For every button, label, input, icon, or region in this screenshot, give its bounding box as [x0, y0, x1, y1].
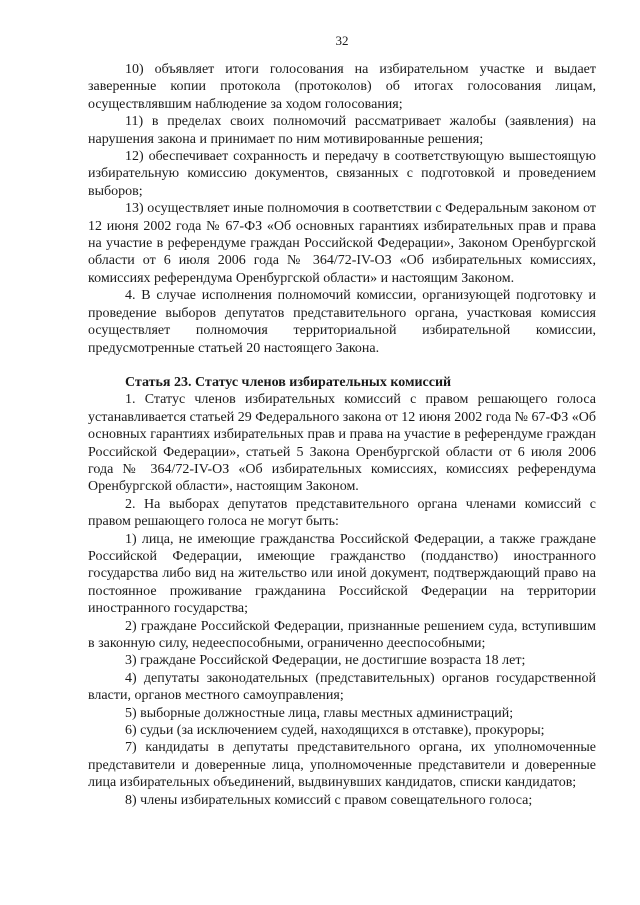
list-item: 6) судьи (за исключением судей, находящихся в отставке), прокуроры; [125, 723, 545, 739]
list-item: 5) выборные должностные лица, главы местных администраций; [125, 705, 514, 721]
list-item: 8) члены избирательных комиссий с правом совещательного голоса; [125, 792, 533, 808]
paragraph: 12) обеспечивает сохранность и передачу в соответствующую вышестоящую избирательную комиссию документов, связанных с подготовкой и проведением выборов; [88, 149, 596, 199]
paragraph: 2. На выборах депутатов представительного органа членами комиссий с правом решающего голоса не могут быть: [88, 496, 596, 530]
list-item: 1) лица, не имеющие гражданства Российской Федерации, а также граждане Российской Федерации, имеющие гражданство (подданство) иностранного государства либо вид на жительство или иной документ, подтверждающий право на постоянное проживание гражданина Российской Федерации на территории иностранного государства; [88, 531, 596, 617]
paragraph: 10) объявляет итоги голосования на избирательном участке и выдает заверенные копии протокола (протоколов) об итогах голосования лицам, осуществлявшим наблюдение за ходом голосования; [88, 62, 596, 112]
document-body [88, 61, 596, 809]
page-number: 32 [335, 33, 349, 48]
paragraph: 11) в пределах своих полномочий рассматривает жалобы (заявления) на нарушения закона и принимает по ним мотивированные решения; [88, 114, 596, 147]
list-item: 2) граждане Российской Федерации, признанные решением суда, вступившим в законную силу, недееспособными, ограниченно дееспособными; [88, 618, 596, 651]
paragraph: 13) осуществляет иные полномочия в соответствии с Федеральным законом от 12 июня 2002 года № 67-ФЗ «Об основных гарантиях избирательных прав и права на участие в референдуме граждан Российской Федерации», Законом Оренбургской области от 6 июля 2006 года № 364/72-IV-ОЗ «Об избирательных комиссиях, комиссиях референдума Оренбургской области» и настоящим Законом. [88, 201, 596, 286]
paragraph: 4. В случае исполнения полномочий комиссии, организующей подготовку и проведение выборов депутатов представительного органа, участковая комиссия осуществляет полномочия территориальной избирательной комиссии, предусмотренные статьей 20 настоящего Закона. [88, 288, 596, 356]
list-item: 4) депутаты законодательных (представительных) органов государственной власти, органов местного самоуправления; [88, 670, 596, 704]
paragraph: 1. Статус членов избирательных комиссий с правом решающего голоса устанавливается статьей 29 Федерального закона от 12 июня 2002 года № 67-ФЗ «Об основных гарантиях избирательных прав и права на участие в референдуме граждан Российской Федерации», статьей 5 Закона Оренбургской области от 6 июля 2006 года № 364/72-IV-ОЗ «Об избирательных комиссиях, комиссиях референдума Оренбургской области», настоящим Законом. [88, 392, 596, 495]
article-heading: Статья 23. Статус членов избирательных комиссий [125, 374, 452, 390]
list-item: 7) кандидаты в депутаты представительного органа, их уполномоченные представители и доверенные лица, уполномоченные представители и доверенные лица избирательных объединений, выдвинувших кандидатов, списки кандидатов; [88, 740, 596, 791]
list-item: 3) граждане Российской Федерации, не достигшие возраста 18 лет; [125, 653, 526, 669]
